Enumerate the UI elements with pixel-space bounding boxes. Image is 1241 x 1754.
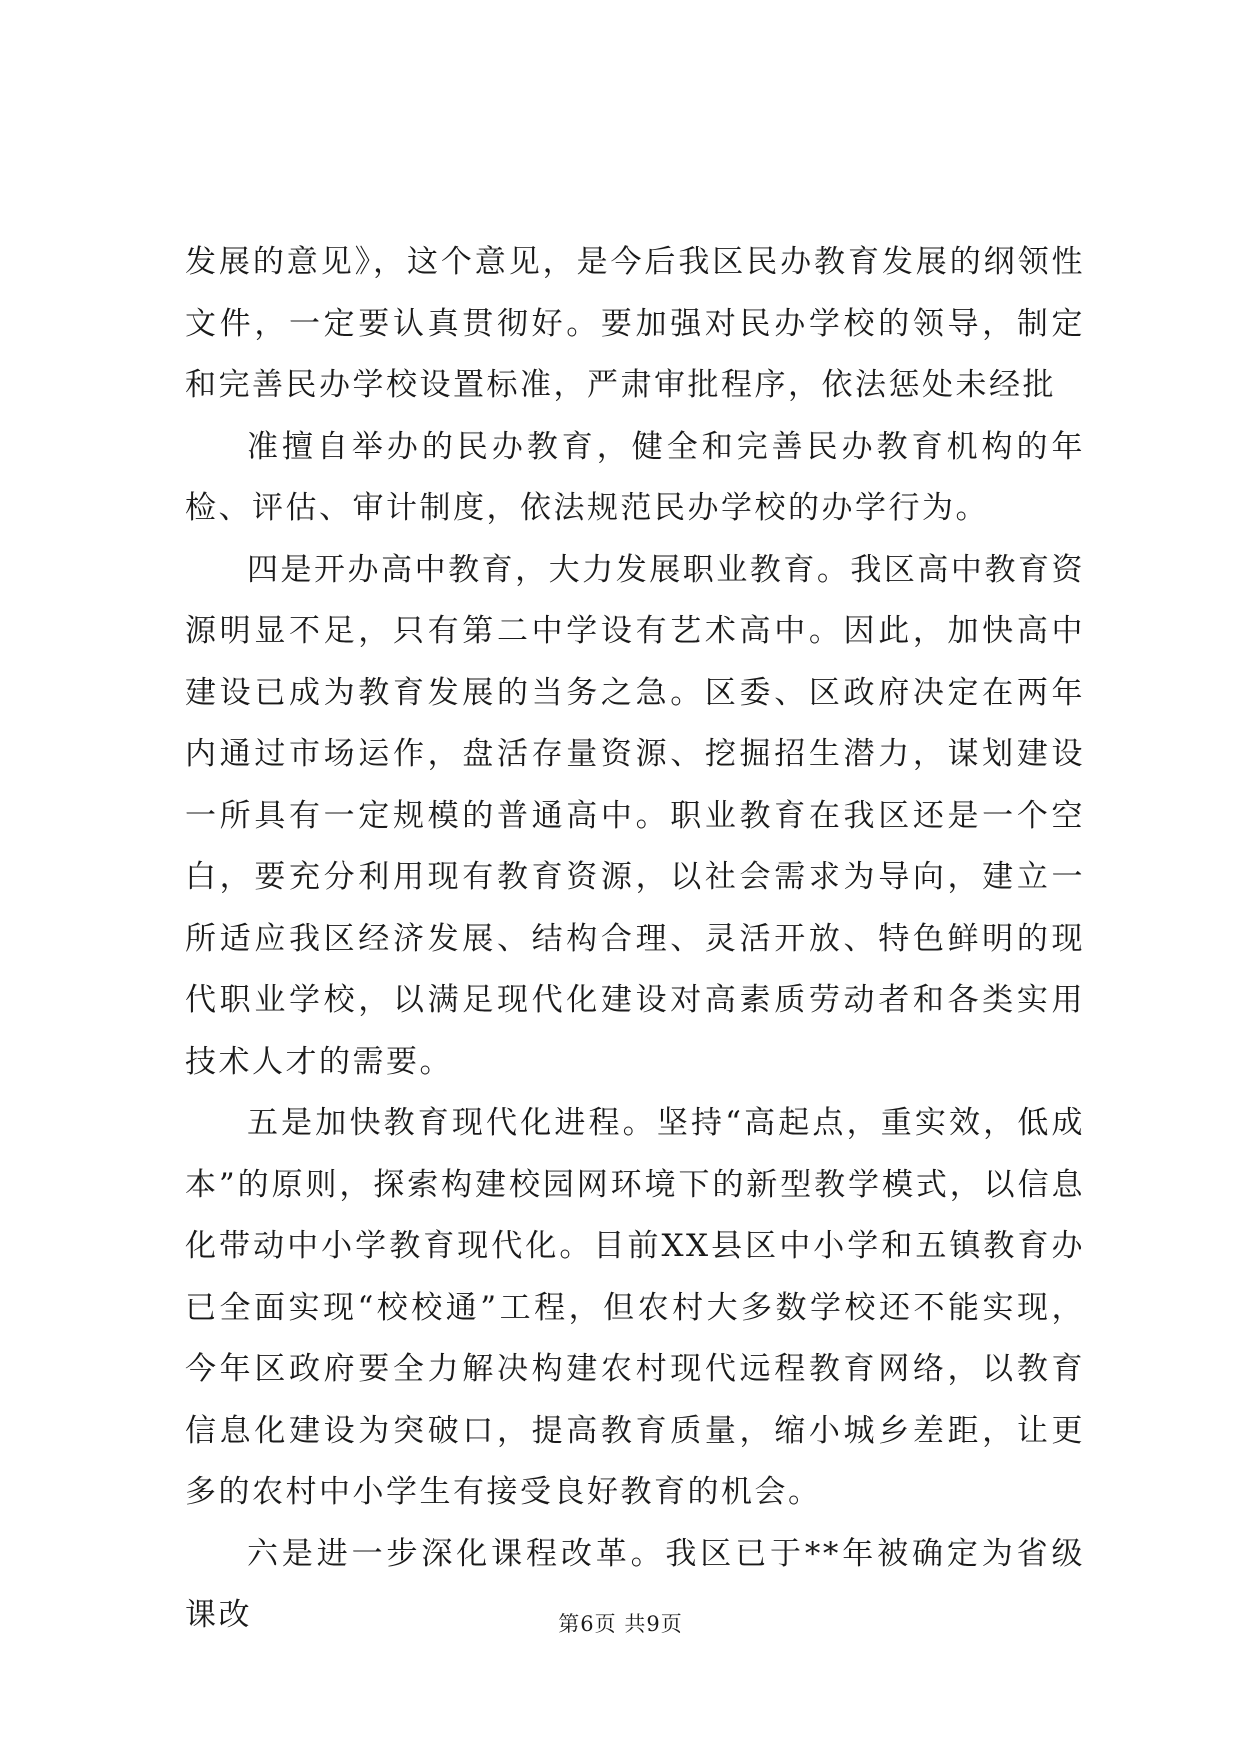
paragraph-5: 六是进一步深化课程改革。我区已于**年被确定为省级课改	[185, 1535, 1085, 1633]
paragraph-1: 发展的意见》，这个意见，是今后我区民办教育发展的纲领性文件，一定要认真贯彻好。要加强对民办学校的领导，制定和完善民办学校设置标准，严肃审批程序，依法惩处未经批	[185, 244, 1085, 403]
page-footer: 第6页 共9页	[558, 1612, 683, 1636]
paragraph-2: 准擅自举办的民办教育，健全和完善民办教育机构的年检、评估、审计制度，依法规范民办学校的办学行为。	[185, 428, 1085, 526]
paragraph-3: 四是开办高中教育，大力发展职业教育。我区高中教育资源明显不足，只有第二中学设有艺术高中。因此，加快高中建设已成为教育发展的当务之急。区委、区政府决定在两年内通过市场运作，盘活存量资源、挖掘招生潜力，谋划建设一所具有一定规模的普通高中。职业教育在我区还是一个空白，要充分利用现有教育资源，以社会需求为导向，建立一所适应我区经济发展、结构合理、灵活开放、特色鲜明的现代职业学校，以满足现代化建设对高素质劳动者和各类实用技术人才的需要。	[185, 551, 1085, 1080]
paragraph-4: 五是加快教育现代化进程。坚持“高起点，重实效，低成本”的原则，探索构建校园网环境下的新型教学模式，以信息化带动中小学教育现代化。目前XX县区中小学和五镇教育办已全面实现“校校通”工程，但农村大多数学校还不能实现，今年区政府要全力解决构建农村现代远程教育网络，以教育信息化建设为突破口，提高教育质量，缩小城乡差距，让更多的农村中小学生有接受良好教育的机会。	[185, 1105, 1085, 1510]
document-body	[185, 232, 1085, 1647]
